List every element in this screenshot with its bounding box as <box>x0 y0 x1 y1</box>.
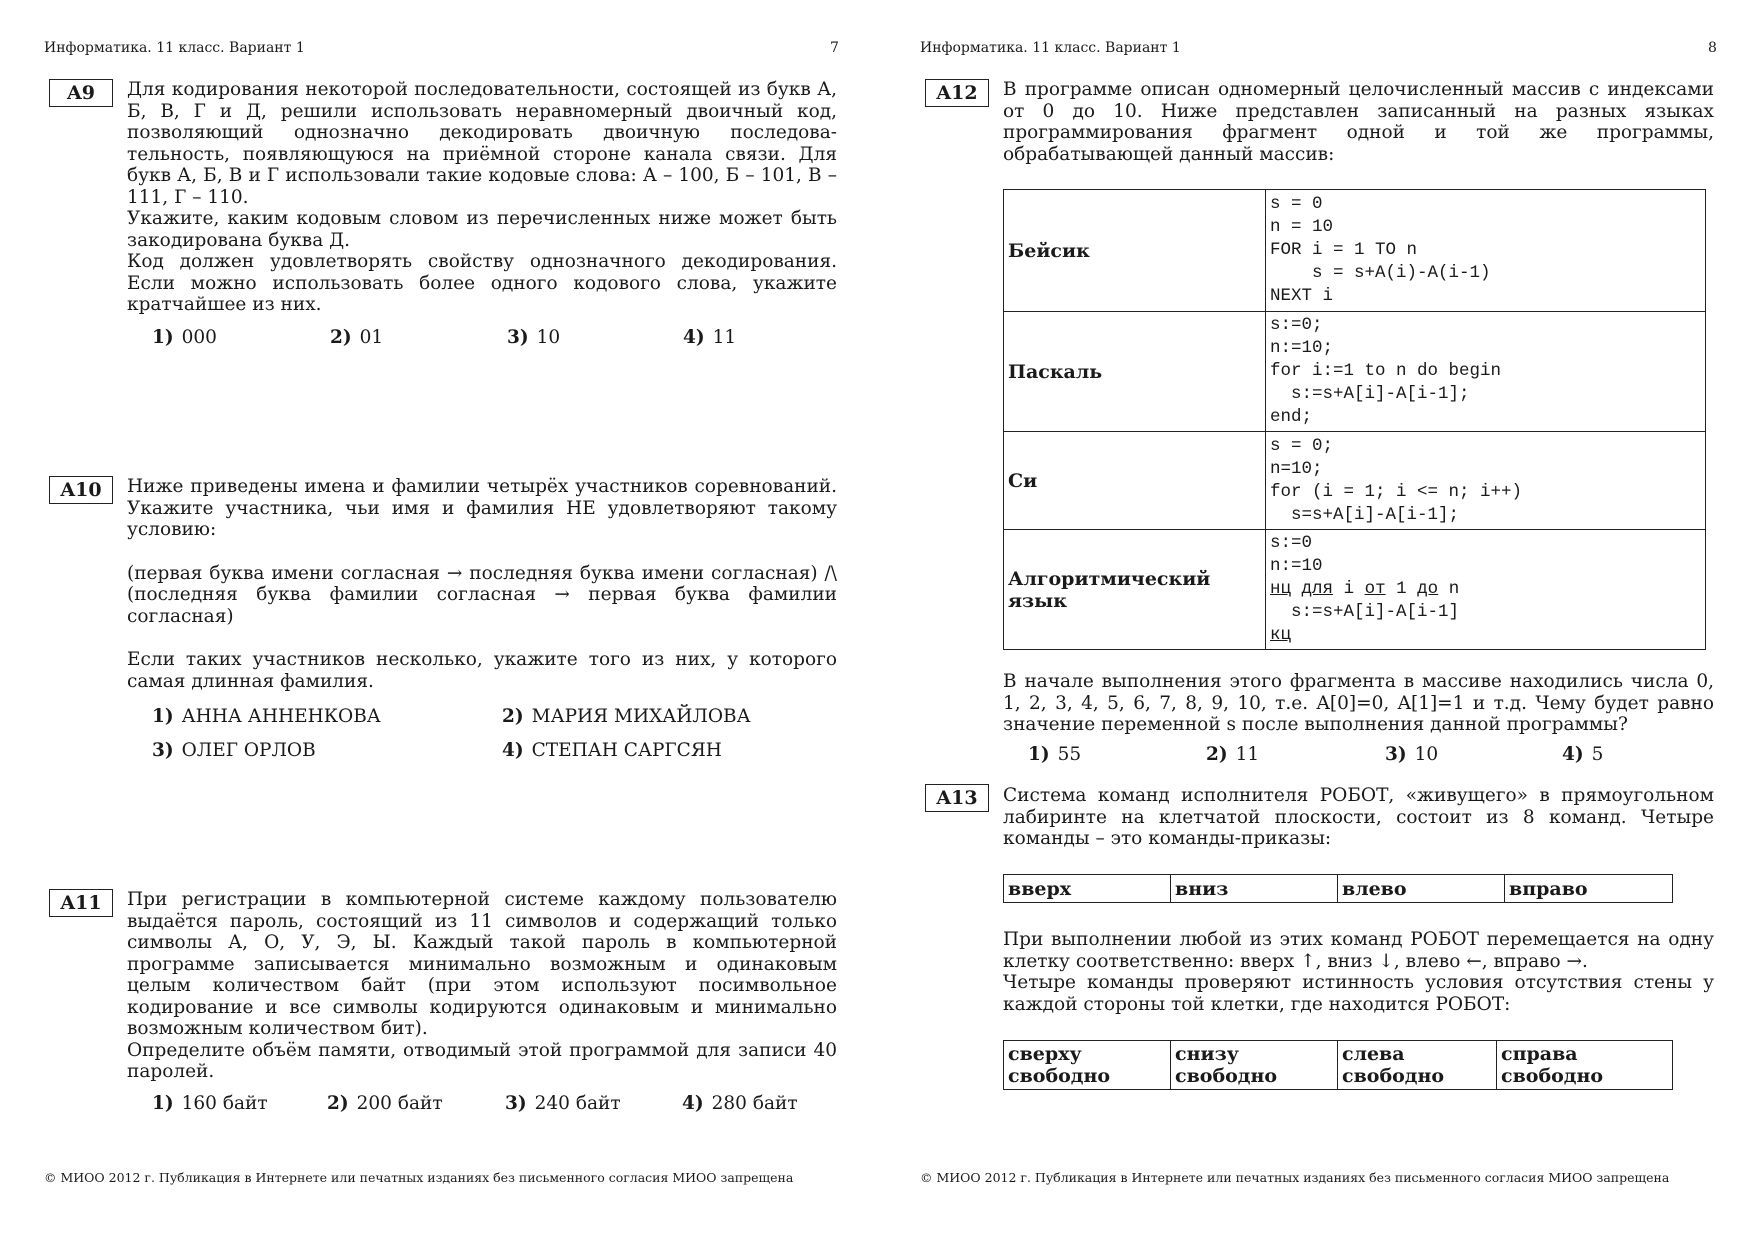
code-line: s:=0 <box>1270 533 1313 553</box>
task-a9-paragraph-1: Для кодирования некоторой последовательности, состоящей из букв А, Б, В, Г и Д, решили использовать неравномерный двоичный код, позволяющий однозначно декодировать двоичную последова-тельность, появляющуюся на приёмной стороне канала связи. Для букв А, Б, В и Г использовали такие кодовые слова: А – 100, Б – 101, В – 111, Г – 110. <box>127 79 837 208</box>
task-a13-paragraph-3: Четыре команды проверяют истинность условия отсутствия стены у каждой стороны той клетки, где находится РОБОТ: <box>1003 972 1714 1015</box>
command-cell: влево <box>1338 875 1505 903</box>
answer-option[interactable]: 1) 55 <box>1028 744 1082 765</box>
code-line: n:=10 <box>1270 556 1323 576</box>
task-a10-text <box>127 476 837 692</box>
code-line: s = 0; <box>1270 435 1334 456</box>
code-line: n:=10; <box>1270 338 1334 358</box>
keyword: до <box>1417 579 1439 599</box>
task-tag-a12: A12 <box>925 79 989 107</box>
code-line: for (i = 1; i <= n; i++) <box>1270 481 1523 502</box>
answer-option[interactable]: 4) 5 <box>1562 744 1604 765</box>
task-a10-paragraph-3: Если таких участников несколько, укажите того из них, у которого самая длинная фамилия. <box>127 649 837 692</box>
language-label: Си <box>1004 432 1266 530</box>
code-line: NEXT i <box>1270 286 1334 306</box>
language-label: Бейсик <box>1004 190 1266 312</box>
code-line: for i:=1 to n do begin <box>1270 361 1502 381</box>
code-line: end; <box>1270 407 1313 427</box>
answer-option[interactable]: 1) 160 байт <box>152 1093 268 1114</box>
code-cell-basic <box>1266 190 1706 312</box>
command-cell: вверх <box>1004 875 1171 903</box>
language-label: Алгоритмический язык <box>1004 530 1266 650</box>
commands-row <box>1004 875 1673 903</box>
code-cell-pascal <box>1266 312 1706 432</box>
condition-cell: снизу свободно <box>1171 1041 1338 1090</box>
commands-table <box>1003 874 1673 903</box>
code-line: n=10; <box>1270 458 1323 479</box>
answer-option[interactable]: 3) 10 <box>1385 744 1439 765</box>
page-number: 8 <box>1708 40 1717 56</box>
keyword: для <box>1301 579 1334 599</box>
answer-option[interactable]: 1) 000 <box>152 327 217 348</box>
answer-option[interactable]: 3) ОЛЕГ ОРЛОВ <box>152 740 316 761</box>
task-a11-paragraph-1: При регистрации в компьютерной системе каждому пользователю выдаётся пароль, состоящий из 11 символов и содержащий только символы А, О, У, Э, Ы. Каждый такой пароль в компьютерной программе записывается минимально возможным и одинаковым целым количеством байт (при этом используют посимвольное кодирование и все символы кодируются одинаковым и минимально возможным количеством бит). <box>127 889 837 1039</box>
page-header: Информатика. 11 класс. Вариант 1 <box>44 40 305 56</box>
command-cell: вниз <box>1171 875 1338 903</box>
code-cell-c <box>1266 432 1706 530</box>
task-a13-text-2 <box>1003 929 1714 1015</box>
code-line <box>1270 624 1701 647</box>
task-tag-a13: A13 <box>925 784 989 812</box>
code-line: s=s+A[i]-A[i-1]; <box>1270 504 1460 525</box>
task-tag-a9: A9 <box>49 79 113 107</box>
task-tag-a11: A11 <box>49 889 113 917</box>
keyword: от <box>1364 579 1386 599</box>
condition-cell: справа свободно <box>1497 1041 1673 1090</box>
answer-option[interactable]: 1) АННА АННЕНКОВА <box>152 706 381 727</box>
command-cell: вправо <box>1505 875 1673 903</box>
page-header: Информатика. 11 класс. Вариант 1 <box>920 40 1181 56</box>
keyword: нц <box>1270 579 1292 599</box>
task-a9-paragraph-2: Укажите, каким кодовым словом из перечисленных ниже может быть закодирована буква Д. <box>127 208 837 251</box>
keyword: кц <box>1270 625 1292 645</box>
answer-option[interactable]: 3) 10 <box>507 327 561 348</box>
code-table-row <box>1004 312 1706 432</box>
task-a12-text: В программе описан одномерный целочисленный массив с индексами от 0 до 10. Ниже представлен записанный на разных языках программирования фрагмент одной и той же программы, обрабатывающей данный массив: <box>1003 79 1714 165</box>
answer-option[interactable]: 3) 240 байт <box>505 1093 621 1114</box>
language-label: Паскаль <box>1004 312 1266 432</box>
answer-option[interactable]: 2) 200 байт <box>327 1093 443 1114</box>
task-a10-paragraph-1: Ниже приведены имена и фамилии четырёх участников соревнований. Укажите участника, чьи имя и фамилия НЕ удовлетворяют такому условию: <box>127 476 837 540</box>
answer-option[interactable]: 2) МАРИЯ МИХАЙЛОВА <box>502 706 751 727</box>
code-table <box>1003 189 1706 650</box>
code-line: s = s+A(i)-A(i-1) <box>1270 263 1491 283</box>
page-footer: © МИОО 2012 г. Публикация в Интернете или печатных изданиях без письменного согласия МИОО запрещена <box>44 1170 794 1185</box>
code-table-row <box>1004 432 1706 530</box>
condition-cell: сверху свободно <box>1004 1041 1171 1090</box>
condition-cell: слева свободно <box>1338 1041 1497 1090</box>
answer-option[interactable]: 2) 11 <box>1206 744 1260 765</box>
code-line: FOR i = 1 TO n <box>1270 240 1418 260</box>
task-a11-text <box>127 889 837 1083</box>
answer-option[interactable]: 4) СТЕПАН САРГСЯН <box>502 740 722 761</box>
code-line: s:=s+A[i]-A[i-1]; <box>1270 384 1470 404</box>
task-a12-question: В начале выполнения этого фрагмента в массиве находились числа 0, 1, 2, 3, 4, 5, 6, 7, 8, 9, 10, т.е. A[0]=0, A[1]=1 и т.д. Чему будет равно значение переменной s после выполнения данной программы? <box>1003 671 1714 735</box>
task-a9-paragraph-3: Код должен удовлетворять свойству однозначного декодирования. Если можно использовать более одного кодового слова, укажите кратчайшее из них. <box>127 251 837 315</box>
task-tag-a10: A10 <box>49 476 113 504</box>
code-line: s:=0; <box>1270 315 1323 335</box>
conditions-table <box>1003 1040 1673 1090</box>
conditions-row <box>1004 1041 1673 1090</box>
code-table-row <box>1004 530 1706 650</box>
page-number: 7 <box>830 40 839 56</box>
code-line: n = 10 <box>1270 217 1334 237</box>
code-cell-algo <box>1266 530 1706 650</box>
answer-option[interactable]: 2) 01 <box>330 327 384 348</box>
answer-option[interactable]: 4) 11 <box>683 327 737 348</box>
task-a11-paragraph-2: Определите объём памяти, отводимый этой программой для записи 40 паролей. <box>127 1039 837 1082</box>
answer-option[interactable]: 4) 280 байт <box>682 1093 798 1114</box>
page-footer: © МИОО 2012 г. Публикация в Интернете или печатных изданиях без письменного согласия МИОО запрещена <box>920 1170 1670 1185</box>
right-page <box>877 0 1754 1239</box>
code-line: s = 0 <box>1270 194 1323 214</box>
task-a13-paragraph-2: При выполнении любой из этих команд РОБОТ перемещается на одну клетку соответственно: вверх ↑, вниз ↓, влево ←, вправо →. <box>1003 929 1714 972</box>
task-a9-text <box>127 79 837 316</box>
task-a13-text: Система команд исполнителя РОБОТ, «живущего» в прямоугольном лабиринте на клетчатой плоскости, состоит из 8 команд. Четыре команды – это команды-приказы: <box>1003 785 1714 849</box>
code-table-row <box>1004 190 1706 312</box>
code-line: нц для i от 1 до n <box>1270 579 1460 599</box>
code-line: s:=s+A[i]-A[i-1] <box>1270 602 1460 622</box>
task-a10-condition: (первая буква имени согласная → последняя буква имени согласная) /\ (последняя буква фамилии согласная → первая буква фамилии согласная) <box>127 562 837 627</box>
